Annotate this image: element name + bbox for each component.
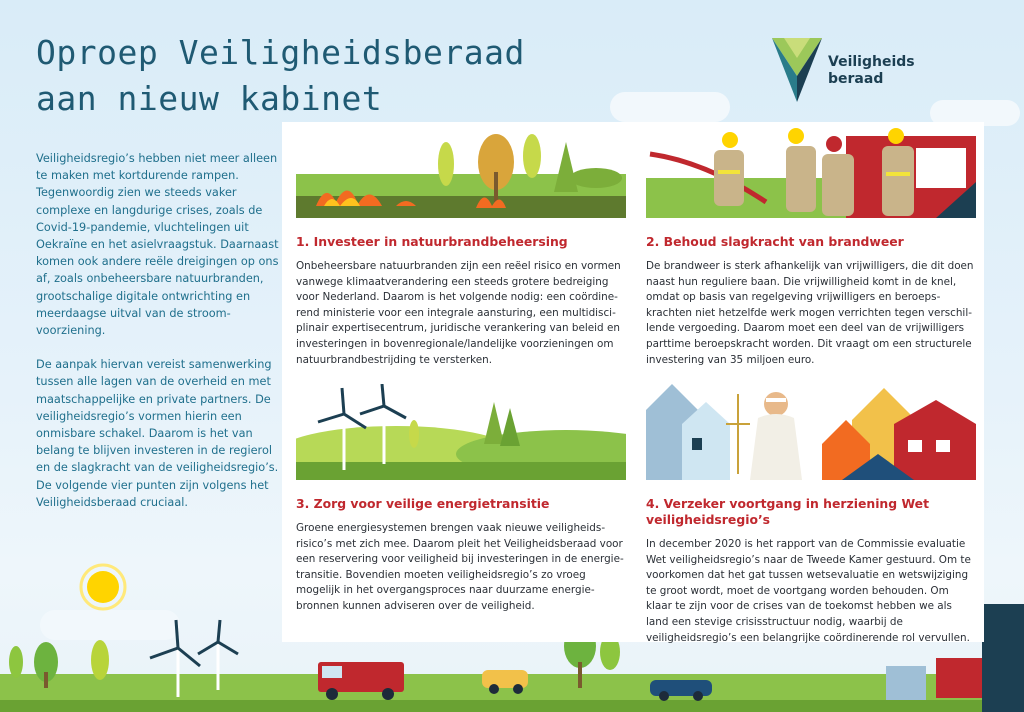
v-triangle-logo-icon bbox=[770, 36, 824, 102]
cards-panel bbox=[282, 122, 984, 642]
card-body: Onbeheersbare natuurbranden zijn een reëel risico en vormen vanwege klimaatverandering een steeds grotere bedreiging voor Nederland. Daarom is het volgende nodig: een coördinerend ministerie voor een integrale aansturing, een multidisciplinair expertisecentrum, juridische verankering van beleid en investeringen in bovenregionale/landelijke voorzieningen om natuurbrandbestrijding te versterken. bbox=[296, 260, 621, 366]
intro-paragraph-1: Veiligheidsregio’s hebben niet meer alleen te maken met kortdurende rampen. Tegenwoordig zien we steeds vaker complexe en langdurige crises, zoals de Covid-19-pandemie, vluchtelingen uit Oekraïne en het asielvraagstuk. Daarnaast komen ook andere reële dreigingen op ons af, zoals onbeheersbare natuurbranden, grootschalige digitale ontwrichting en meerdaagse uitval van de stroomvoorziening. bbox=[36, 152, 279, 338]
card-heading: 3. Zorg voor veilige energietransitie bbox=[296, 496, 550, 511]
wildfire-illustration-icon bbox=[296, 122, 626, 218]
cloud bbox=[610, 92, 730, 122]
logo-text bbox=[828, 54, 915, 88]
page-title bbox=[36, 30, 525, 122]
card-heading: 1. Investeer in natuurbrandbeheersing bbox=[296, 234, 568, 249]
title-line-1: Oproep Veiligheidsberaad bbox=[36, 33, 525, 72]
justice-houses-illustration-icon bbox=[646, 384, 976, 480]
logo bbox=[770, 36, 930, 106]
card-brandweer bbox=[646, 122, 976, 368]
card-body: De brandweer is sterk afhankelijk van vrijwilligers, die dit doen naast hun reguliere baan. Die vrijwilligheid komt in de knel, omdat op basis van regelgeving vrijwilligers en beroepskrachten niet hetzelfde werk mogen verrichten tegen verschillende vergoeding. Daarom moet een deel van de vrijwilligers parttime beroepskracht worden. Dit vraagt om een structurele investering van 35 miljoen euro. bbox=[646, 260, 974, 366]
sun-icon bbox=[87, 571, 119, 603]
card-heading: 4. Verzeker voortgang in herziening Wet veiligheidsregio’s bbox=[646, 496, 929, 527]
logo-line-1: Veiligheids bbox=[828, 54, 915, 70]
intro-paragraph-2: De aanpak hiervan vereist samenwerking tussen alle lagen van de overheid en met maatschappelijke en private partners. De veiligheidsregio’s vormen hierin een onmisbare schakel. Daarom is het van belang te blijven investeren in de regierol en de slagkracht van de veiligheidsregio’s. De volgende vier punten zijn volgens het Veiligheidsberaad cruciaal. bbox=[36, 358, 279, 509]
card-wet-veiligheidsregios bbox=[646, 384, 976, 646]
card-natuurbrand bbox=[296, 122, 626, 368]
card-body: In december 2020 is het rapport van de Commissie evaluatie Wet veiligheidsregio’s naar de Tweede Kamer gestuurd. Om te voorkomen dat het gat tussen wetsevaluatie en wetswijziging te groot wordt, moet de voortgang worden behouden. Om klaar te zijn voor de crises van de toekomst hebben we als land een stevige crisisstructuur nodig, waarbij de veiligheidsregio’s een belangrijke coördinerende rol vervullen. bbox=[646, 538, 971, 644]
wind-turbines-illustration-icon bbox=[296, 384, 626, 480]
firefighters-illustration-icon bbox=[646, 122, 976, 218]
intro-text bbox=[36, 150, 284, 528]
card-heading: 2. Behoud slagkracht van brandweer bbox=[646, 234, 904, 249]
logo-line-2: beraad bbox=[828, 71, 884, 87]
card-energietransitie bbox=[296, 384, 626, 615]
card-body: Groene energiesystemen brengen vaak nieuwe veiligheidsrisico’s met zich mee. Daarom pleit het Veiligheidsberaad voor een reservering voor veiligheid bij investeringen in de energietransitie. Bovendien moeten veiligheidsregio’s zo vroeg mogelijk in het overgangsproces naar duurzame energiebronnen kunnen adviseren over de veiligheid. bbox=[296, 522, 624, 612]
title-line-2: aan nieuw kabinet bbox=[36, 79, 383, 118]
